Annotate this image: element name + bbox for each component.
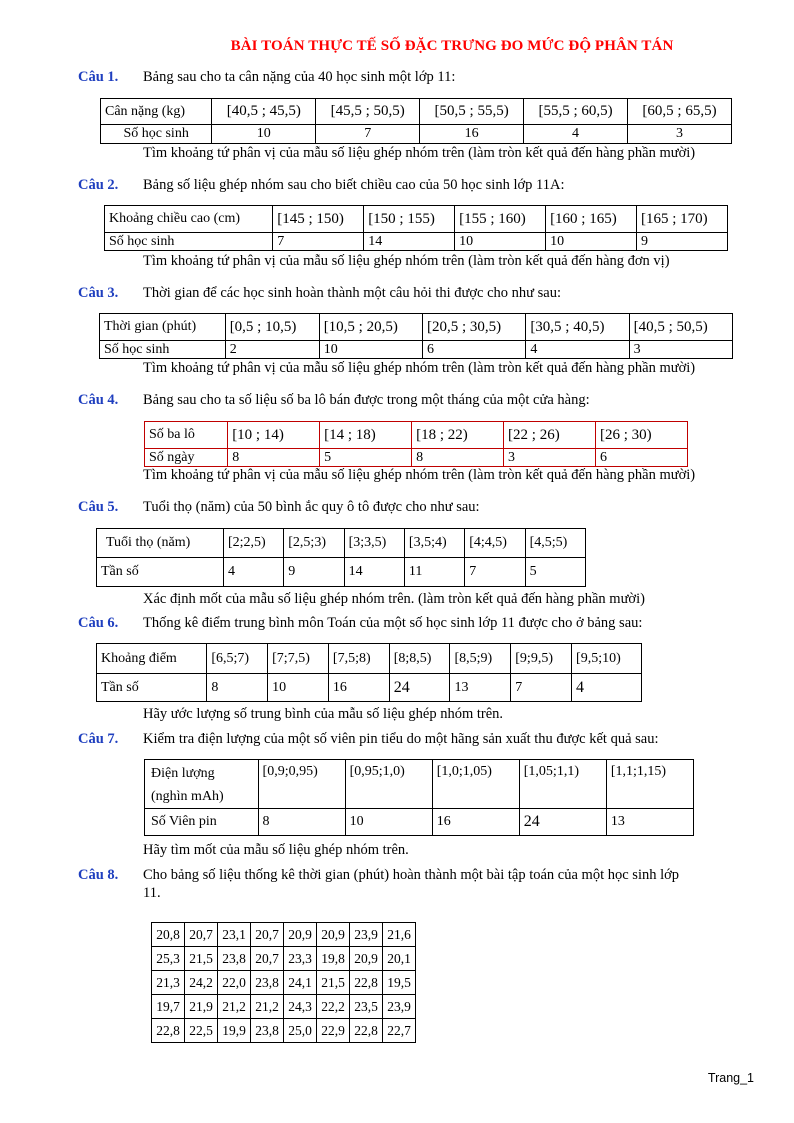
interval-cell: [60,5 ; 65,5) (628, 99, 732, 125)
table-header-line: Điện lượng (151, 766, 215, 781)
time-data-grid (151, 922, 416, 1043)
value-cell: 13 (606, 809, 693, 836)
grid-cell: 20,9 (350, 947, 383, 971)
question-text: Bảng sau cho ta cân nặng của 40 học sinh một lớp 11: (143, 69, 456, 85)
grid-cell: 23,8 (251, 1019, 284, 1043)
value-cell: 16 (432, 809, 519, 836)
table-header: Tần số (97, 674, 207, 702)
table-header: Số học sinh (101, 125, 212, 144)
interval-cell: [20,5 ; 30,5) (423, 314, 526, 341)
question-label: Câu 4. (78, 392, 119, 408)
value-cell: 10 (345, 809, 432, 836)
grid-cell: 24,2 (185, 971, 218, 995)
table-header-line: (nghìn mAh) (151, 789, 224, 804)
question-6 (78, 614, 754, 632)
interval-cell: [9;9,5) (511, 644, 572, 674)
interval-cell: [4,5;5) (525, 529, 585, 558)
value-cell: 14 (364, 233, 455, 251)
interval-cell: [145 ; 150) (273, 206, 364, 233)
time-table (99, 313, 733, 359)
grid-cell: 20,7 (251, 947, 284, 971)
value-cell: 2 (225, 341, 319, 359)
grid-cell: 21,3 (152, 971, 185, 995)
question-8 (78, 866, 754, 902)
table-header: Số học sinh (105, 233, 273, 251)
question-1 (78, 68, 754, 86)
interval-cell: [18 ; 22) (412, 422, 504, 449)
interval-cell: [0,95;1,0) (345, 760, 432, 809)
interval-cell: [40,5 ; 45,5) (212, 99, 316, 125)
value-cell: 7 (316, 125, 420, 144)
grid-cell: 25,3 (152, 947, 185, 971)
grid-row (152, 971, 416, 995)
question-4 (78, 391, 754, 409)
value-cell: 8 (228, 449, 320, 467)
question-label: Câu 6. (78, 615, 119, 631)
grid-cell: 20,8 (152, 923, 185, 947)
grid-row (152, 1019, 416, 1043)
grid-cell: 20,7 (251, 923, 284, 947)
table-header: Khoảng điểm (97, 644, 207, 674)
interval-cell: [1,0;1,05) (432, 760, 519, 809)
value-cell: 5 (525, 558, 585, 587)
table-header: Tần số (97, 558, 224, 587)
grid-cell: 23,1 (218, 923, 251, 947)
value-cell: 16 (328, 674, 389, 702)
grid-cell: 19,8 (317, 947, 350, 971)
question-text: Bảng sau cho ta số liệu số ba lô bán được trong một tháng của một cửa hàng: (143, 392, 590, 408)
interval-cell: [2,5;3) (284, 529, 344, 558)
grid-row (152, 947, 416, 971)
question-text: Cho bảng số liệu thống kê thời gian (phút) hoàn thành một bài tập toán của một học sinh lớp (143, 867, 680, 883)
grid-cell: 21,5 (317, 971, 350, 995)
value-cell: 8 (412, 449, 504, 467)
question-text: Tuổi thọ (năm) của 50 bình ắc quy ô tô được cho như sau: (143, 499, 480, 515)
interval-cell: [7,5;8) (328, 644, 389, 674)
interval-cell: [26 ; 30) (596, 422, 688, 449)
question-text: 11. (143, 885, 161, 901)
interval-cell: [7;7,5) (268, 644, 329, 674)
value-cell: 3 (504, 449, 596, 467)
page-title: BÀI TOÁN THỰC TẾ SỐ ĐẶC TRƯNG ĐO MỨC ĐỘ PHÂN TÁN (230, 38, 674, 54)
value-cell: 4 (223, 558, 283, 587)
grid-cell: 21,6 (383, 923, 416, 947)
grid-cell: 23,3 (284, 947, 317, 971)
question-text: Bảng số liệu ghép nhóm sau cho biết chiều cao của 50 học sinh lớp 11A: (143, 177, 565, 193)
grid-cell: 19,9 (218, 1019, 251, 1043)
interval-cell: [3;3,5) (344, 529, 404, 558)
value-cell: 10 (212, 125, 316, 144)
interval-cell: [10,5 ; 20,5) (319, 314, 422, 341)
interval-cell: [40,5 ; 50,5) (629, 314, 732, 341)
grid-cell: 21,2 (251, 995, 284, 1019)
interval-cell: [14 ; 18) (320, 422, 412, 449)
question-label: Câu 7. (78, 731, 119, 747)
question-note: Hãy ước lượng số trung bình của mẫu số liệu ghép nhóm trên. (143, 706, 504, 722)
question-3 (78, 284, 754, 302)
grid-cell: 22,8 (350, 1019, 383, 1043)
grid-cell: 20,9 (317, 923, 350, 947)
value-cell: 6 (423, 341, 526, 359)
interval-cell: [45,5 ; 50,5) (316, 99, 420, 125)
grid-cell: 19,7 (152, 995, 185, 1019)
weight-table (100, 98, 732, 144)
value-cell: 7 (511, 674, 572, 702)
grid-cell: 21,2 (218, 995, 251, 1019)
value-cell: 8 (207, 674, 268, 702)
value-cell: 8 (258, 809, 345, 836)
grid-cell: 24,3 (284, 995, 317, 1019)
table-header: Số Viên pin (145, 809, 259, 836)
value-cell: 5 (320, 449, 412, 467)
grid-cell: 23,5 (350, 995, 383, 1019)
value-cell: 4 (524, 125, 628, 144)
value-cell: 9 (284, 558, 344, 587)
question-text: Thống kê điểm trung bình môn Toán của một số học sinh lớp 11 được cho ở bảng sau: (143, 615, 643, 631)
interval-cell: [2;2,5) (223, 529, 283, 558)
grid-cell: 20,9 (284, 923, 317, 947)
question-note: Xác định mốt của mẫu số liệu ghép nhóm trên. (làm tròn kết quả đến hàng phần mười) (143, 591, 645, 607)
grid-cell: 22,7 (383, 1019, 416, 1043)
question-2 (78, 176, 754, 194)
page-footer: Trang_1 (707, 1071, 754, 1085)
interval-cell: [30,5 ; 40,5) (526, 314, 629, 341)
question-label: Câu 5. (78, 499, 119, 515)
table-header: Cân nặng (kg) (101, 99, 212, 125)
interval-cell: [165 ; 170) (637, 206, 728, 233)
grid-cell: 22,0 (218, 971, 251, 995)
grid-cell: 22,2 (317, 995, 350, 1019)
grid-cell: 19,5 (383, 971, 416, 995)
battery-table (96, 528, 586, 587)
interval-cell: [3,5;4) (404, 529, 464, 558)
grid-cell: 21,9 (185, 995, 218, 1019)
interval-cell: [8;8,5) (389, 644, 450, 674)
interval-cell: [1,1;1,15) (606, 760, 693, 809)
grid-cell: 20,7 (185, 923, 218, 947)
grid-cell: 25,0 (284, 1019, 317, 1043)
grid-cell: 23,8 (251, 971, 284, 995)
interval-cell: [155 ; 160) (455, 206, 546, 233)
score-table (96, 643, 642, 702)
grid-cell: 22,9 (317, 1019, 350, 1043)
grid-cell: 22,8 (350, 971, 383, 995)
interval-cell: [50,5 ; 55,5) (420, 99, 524, 125)
grid-cell: 22,8 (152, 1019, 185, 1043)
value-cell: 4 (526, 341, 629, 359)
value-cell: 3 (628, 125, 732, 144)
value-cell: 7 (465, 558, 525, 587)
question-note: Tìm khoảng tứ phân vị của mẫu số liệu ghép nhóm trên (làm tròn kết quả đến hàng phần mười) (143, 145, 696, 161)
battery-charge-table (144, 759, 694, 836)
question-text: Thời gian để các học sinh hoàn thành một câu hỏi thi được cho như sau: (143, 285, 562, 301)
question-label: Câu 8. (78, 867, 119, 883)
question-label: Câu 1. (78, 69, 119, 85)
backpack-table (144, 421, 688, 467)
question-note: Tìm khoảng tứ phân vị của mẫu số liệu ghép nhóm trên (làm tròn kết quả đến hàng đơn vị) (143, 253, 670, 269)
question-note: Hãy tìm mốt của mẫu số liệu ghép nhóm trên. (143, 842, 409, 858)
value-cell: 10 (268, 674, 329, 702)
interval-cell: [1,05;1,1) (519, 760, 606, 809)
grid-row (152, 923, 416, 947)
value-cell: 14 (344, 558, 404, 587)
interval-cell: [8,5;9) (450, 644, 511, 674)
question-label: Câu 3. (78, 285, 119, 301)
value-cell: 9 (637, 233, 728, 251)
question-7 (78, 730, 754, 748)
grid-cell: 23,9 (350, 923, 383, 947)
table-header: Khoảng chiều cao (cm) (105, 206, 273, 233)
value-cell: 13 (450, 674, 511, 702)
value-cell: 10 (455, 233, 546, 251)
question-label: Câu 2. (78, 177, 119, 193)
value-cell: 10 (319, 341, 422, 359)
grid-row (152, 995, 416, 1019)
value-cell: 10 (546, 233, 637, 251)
interval-cell: [150 ; 155) (364, 206, 455, 233)
question-note: Tìm khoảng tứ phân vị của mẫu số liệu ghép nhóm trên (làm tròn kết quả đến hàng phần mười) (143, 360, 696, 376)
grid-cell: 20,1 (383, 947, 416, 971)
question-text: Kiểm tra điện lượng của một số viên pin tiểu do một hãng sản xuất thu được kết quả sau: (143, 731, 659, 747)
grid-cell: 23,9 (383, 995, 416, 1019)
value-cell: 3 (629, 341, 732, 359)
value-cell: 16 (420, 125, 524, 144)
grid-cell: 24,1 (284, 971, 317, 995)
interval-cell: [6,5;7) (207, 644, 268, 674)
interval-cell: [55,5 ; 60,5) (524, 99, 628, 125)
table-header: Số học sinh (100, 341, 226, 359)
interval-cell: [22 ; 26) (504, 422, 596, 449)
value-cell: 24 (389, 674, 450, 702)
question-note: Tìm khoảng tứ phân vị của mẫu số liệu ghép nhóm trên (làm tròn kết quả đến hàng phần mười) (143, 467, 696, 483)
grid-cell: 23,8 (218, 947, 251, 971)
interval-cell: [0,9;0,95) (258, 760, 345, 809)
value-cell: 6 (596, 449, 688, 467)
table-header: Thời gian (phút) (100, 314, 226, 341)
question-5 (78, 498, 754, 516)
value-cell: 11 (404, 558, 464, 587)
grid-cell: 22,5 (185, 1019, 218, 1043)
interval-cell: [10 ; 14) (228, 422, 320, 449)
height-table (104, 205, 728, 251)
value-cell: 24 (519, 809, 606, 836)
value-cell: 7 (273, 233, 364, 251)
interval-cell: [4;4,5) (465, 529, 525, 558)
table-header: Số ngày (145, 449, 228, 467)
table-header (145, 760, 259, 809)
interval-cell: [0,5 ; 10,5) (225, 314, 319, 341)
grid-cell: 21,5 (185, 947, 218, 971)
table-header: Tuổi thọ (năm) (97, 529, 224, 558)
value-cell: 4 (572, 674, 642, 702)
interval-cell: [9,5;10) (572, 644, 642, 674)
interval-cell: [160 ; 165) (546, 206, 637, 233)
table-header: Số ba lô (145, 422, 228, 449)
